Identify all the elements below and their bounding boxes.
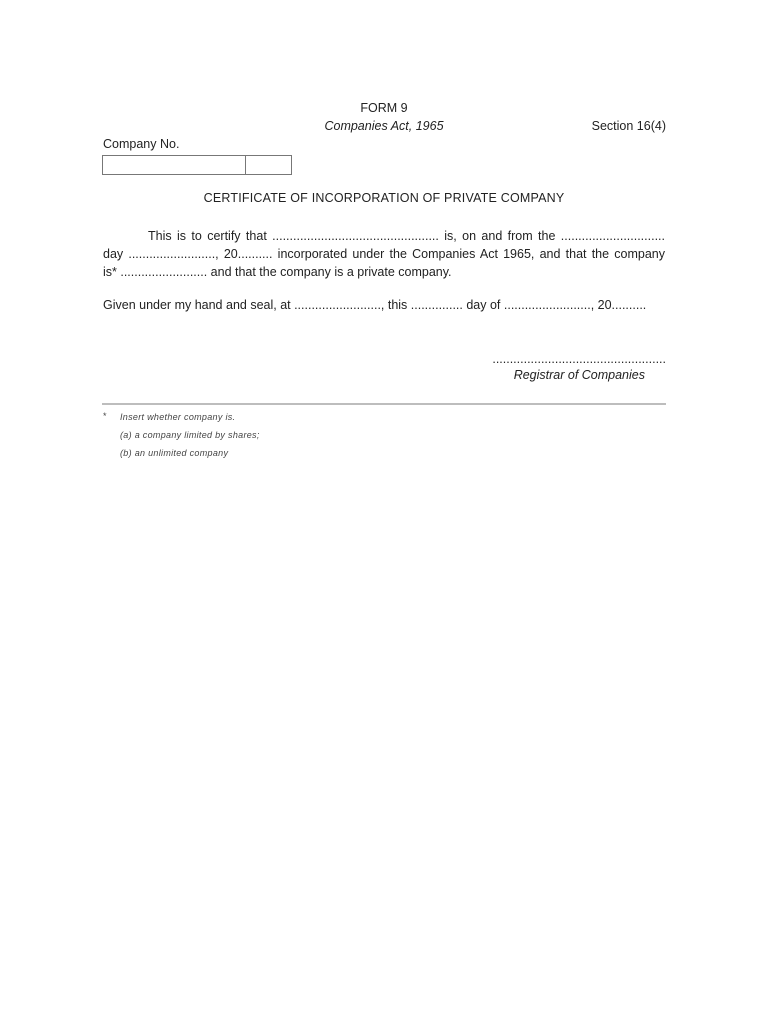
footnote-text: Insert whether company is. [120,412,236,422]
signature-line: .................................................. [492,352,666,366]
registrar-title: Registrar of Companies [513,368,645,382]
section-reference: Section 16(4) [591,119,666,133]
certification-paragraph [103,227,665,281]
footnote-option-a: (a) a company limited by shares; [120,430,260,440]
company-no-check-digit-input[interactable] [246,156,291,174]
company-no-label: Company No. [103,137,180,151]
certification-line-3: is* ......................... and that the company is a private company. [103,265,452,279]
given-under-hand-line: Given under my hand and seal, at ........................., this ............... day of ........................., 20.......... [103,298,647,312]
company-no-field[interactable] [102,155,292,175]
certification-line-1: This is to certify that ................................................ is, on and from the .............................. [148,229,665,243]
act-reference: Companies Act, 1965 [324,119,444,133]
certificate-title: CERTIFICATE OF INCORPORATION OF PRIVATE COMPANY [203,191,565,205]
certification-line-2: day ........................., 20.......... incorporated under the Companies Act 1965, and that the company [103,247,665,261]
footnote-asterisk: * [103,411,107,421]
company-no-input[interactable] [103,156,246,174]
footnote-option-b: (b) an unlimited company [120,448,229,458]
form-title: FORM 9 [360,101,408,115]
footnote-divider [102,403,666,405]
